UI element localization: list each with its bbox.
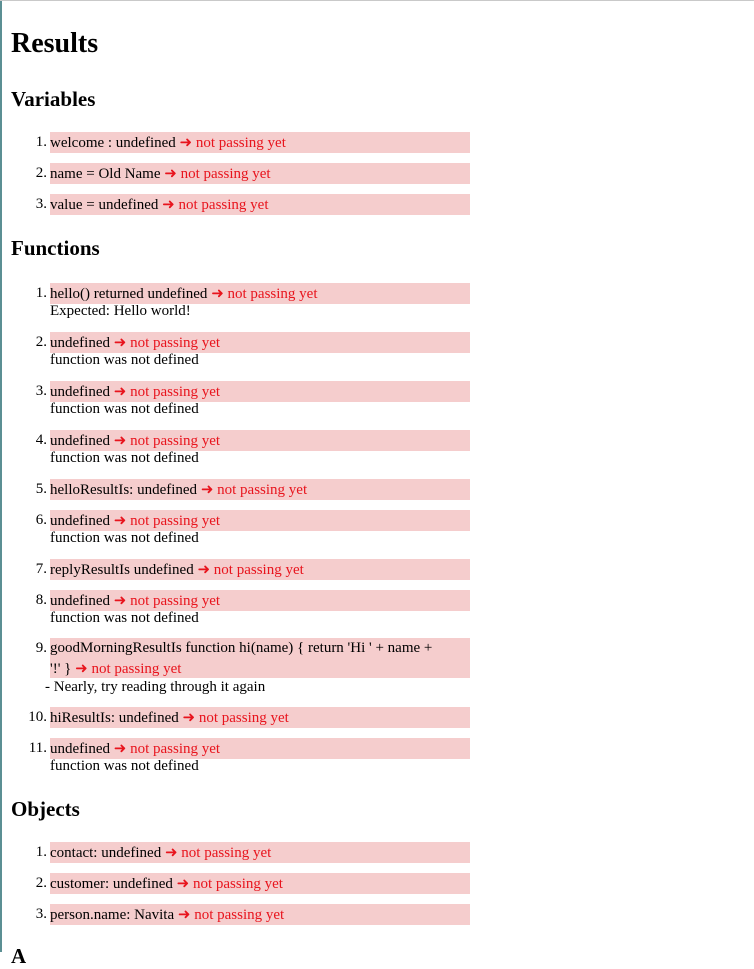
fail-status: not passing yet [194,907,285,923]
result-bar [50,510,470,531]
result-text: hello() returned undefined [50,286,208,302]
arrow-right-icon: ➜ [113,591,127,609]
item-number: 9. [35,640,47,656]
result-bar [50,283,470,304]
section-heading-objects: Objects [11,797,80,821]
result-text: undefined [50,593,110,609]
arrow-right-icon: ➜ [113,382,127,400]
page-title: Results [11,28,99,59]
result-text: name = Old Name [50,166,161,182]
arrow-right-icon: ➜ [113,511,127,529]
result-text: undefined [50,335,110,351]
result-note: - Nearly, try reading through it again [45,679,266,695]
fail-status: not passing yet [130,593,221,609]
arrow-right-icon: ➜ [197,560,211,578]
result-text: helloResultIs: undefined [50,482,198,498]
fail-status: not passing yet [130,741,221,757]
result-text-continued: '!' } [50,661,72,677]
result-note: function was not defined [50,530,199,546]
result-text: replyResultIs undefined [50,562,194,578]
result-note: function was not defined [50,401,199,417]
item-number: 3. [35,383,47,399]
section-heading-partial: A [11,944,27,968]
result-text: undefined [50,741,110,757]
result-bar [50,559,470,580]
fail-status: not passing yet [217,482,308,498]
item-number: 7. [35,561,47,577]
item-number: 3. [35,196,47,212]
result-note: function was not defined [50,610,199,626]
item-number: 8. [35,592,47,608]
arrow-right-icon: ➜ [177,905,191,923]
result-bar [50,430,470,451]
arrow-right-icon: ➜ [113,739,127,757]
result-text: value = undefined [50,197,159,213]
fail-status: not passing yet [130,433,221,449]
fail-status: not passing yet [192,876,283,892]
fail-status: not passing yet [181,845,272,861]
arrow-right-icon: ➜ [211,284,224,302]
fail-status: not passing yet [195,135,286,151]
result-text: hiResultIs: undefined [50,710,179,726]
result-text: welcome : undefined [50,135,176,151]
result-bar [50,479,470,500]
fail-status: not passing yet [130,513,221,529]
section-heading-functions: Functions [11,236,100,260]
arrow-right-icon: ➜ [182,708,196,726]
fail-status: not passing yet [130,335,221,351]
result-bar [50,842,470,863]
result-bar [50,332,470,353]
result-bar [50,873,470,894]
item-number: 3. [35,906,47,922]
result-note: function was not defined [50,352,199,368]
item-number: 4. [35,432,47,448]
fail-status: not passing yet [180,166,271,182]
fail-status: not passing yet [178,197,269,213]
result-note: function was not defined [50,758,199,774]
arrow-right-icon: ➜ [162,195,175,213]
item-number: 2. [35,875,47,891]
result-bar [50,194,470,215]
result-bar [50,132,470,153]
result-text: person.name: Navita [50,907,175,923]
result-text: undefined [50,513,110,529]
result-bar [50,638,470,678]
item-number: 1. [35,285,47,301]
arrow-right-icon: ➜ [113,333,127,351]
arrow-right-icon: ➜ [200,480,214,498]
fail-status: not passing yet [91,661,182,677]
item-number: 10. [28,709,47,725]
result-bar [50,707,470,728]
result-bar [50,163,470,184]
result-text: goodMorningResultIs function hi(name) { return 'Hi ' + name + [50,640,433,656]
result-note: Expected: Hello world! [50,303,191,319]
item-number: 5. [35,481,47,497]
item-number: 6. [35,512,47,528]
result-text: undefined [50,433,110,449]
result-text: undefined [50,384,110,400]
item-number: 2. [35,165,47,181]
result-bar [50,738,470,759]
section-heading-variables: Variables [11,87,96,111]
fail-status: not passing yet [198,710,289,726]
fail-status: not passing yet [130,384,221,400]
arrow-right-icon: ➜ [113,431,127,449]
fail-status: not passing yet [227,286,318,302]
result-text: customer: undefined [50,876,173,892]
item-number: 1. [35,134,47,150]
item-number: 1. [35,844,47,860]
result-note: function was not defined [50,450,199,466]
arrow-right-icon: ➜ [164,164,177,182]
result-text: contact: undefined [50,845,162,861]
window-left-edge [0,1,2,952]
fail-status: not passing yet [213,562,304,578]
arrow-right-icon: ➜ [164,843,178,861]
item-number: 11. [28,740,47,756]
result-bar [50,904,470,925]
arrow-right-icon: ➜ [75,659,88,677]
arrow-right-icon: ➜ [176,874,190,892]
result-bar [50,381,470,402]
item-number: 2. [35,334,47,350]
arrow-right-icon: ➜ [179,133,193,151]
result-bar [50,590,470,611]
